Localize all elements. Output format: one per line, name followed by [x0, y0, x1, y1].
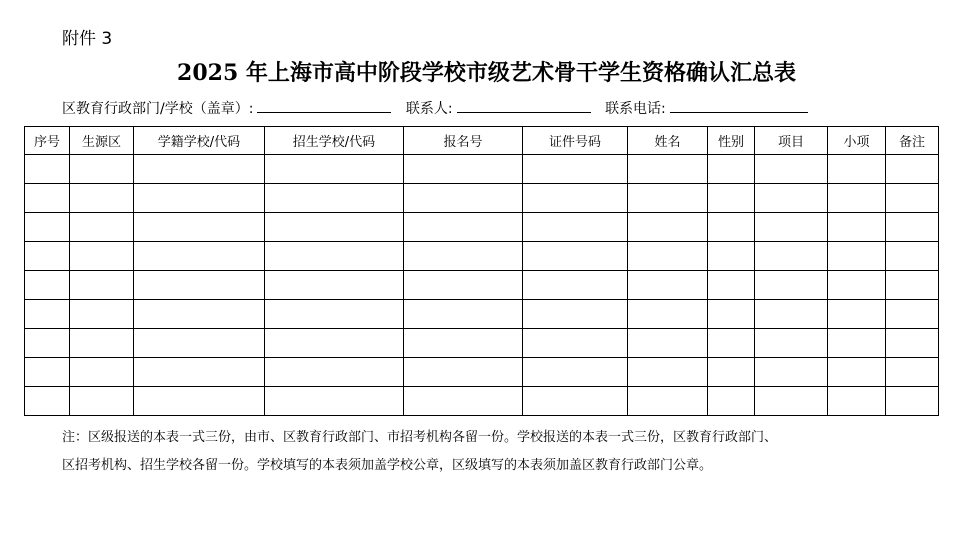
table-cell[interactable] — [708, 271, 755, 300]
table-row — [25, 155, 939, 184]
table-cell[interactable] — [523, 242, 628, 271]
table-cell[interactable] — [134, 300, 265, 329]
table-cell[interactable] — [265, 387, 404, 416]
table-cell[interactable] — [755, 300, 828, 329]
table-cell[interactable] — [886, 358, 939, 387]
table-cell[interactable] — [708, 242, 755, 271]
table-cell[interactable] — [25, 387, 70, 416]
table-cell[interactable] — [134, 329, 265, 358]
table-cell[interactable] — [886, 242, 939, 271]
page-title: 2025 年上海市高中阶段学校市级艺术骨干学生资格确认汇总表 — [177, 60, 796, 86]
table-cell[interactable] — [70, 300, 134, 329]
table-cell[interactable] — [25, 242, 70, 271]
table-cell[interactable] — [134, 213, 265, 242]
table-cell[interactable] — [523, 329, 628, 358]
table-cell[interactable] — [755, 155, 828, 184]
table-cell[interactable] — [886, 387, 939, 416]
col-header-id-number: 证件号码 — [523, 127, 628, 155]
table-cell[interactable] — [70, 271, 134, 300]
table-cell[interactable] — [755, 271, 828, 300]
footnote-line-2: 区招考机构、招生学校各留一份。学校填写的本表须加盖学校公章，区级填写的本表须加盖区教育行政部门公章。 — [62, 458, 713, 473]
col-header-name: 姓名 — [628, 127, 708, 155]
table-row — [25, 387, 939, 416]
table-cell[interactable] — [265, 271, 404, 300]
table-cell[interactable] — [755, 213, 828, 242]
table-cell[interactable] — [70, 213, 134, 242]
dept-blank[interactable] — [257, 98, 391, 113]
table-cell[interactable] — [828, 329, 886, 358]
table-cell[interactable] — [828, 213, 886, 242]
table-cell[interactable] — [404, 300, 523, 329]
contact-label: 联系人: — [405, 101, 453, 117]
table-cell[interactable] — [828, 300, 886, 329]
table-cell[interactable] — [404, 358, 523, 387]
table-header-row — [25, 127, 939, 155]
table-cell[interactable] — [134, 358, 265, 387]
table-cell[interactable] — [404, 329, 523, 358]
info-line — [62, 98, 808, 118]
table-cell[interactable] — [628, 300, 708, 329]
col-header-sub-item: 小项 — [828, 127, 886, 155]
table-row — [25, 184, 939, 213]
table-cell[interactable] — [404, 155, 523, 184]
table-cell[interactable] — [828, 271, 886, 300]
table-cell[interactable] — [70, 329, 134, 358]
table-cell[interactable] — [523, 358, 628, 387]
table-cell[interactable] — [886, 213, 939, 242]
table-cell[interactable] — [708, 155, 755, 184]
table-row — [25, 242, 939, 271]
table-cell[interactable] — [70, 358, 134, 387]
table-cell[interactable] — [404, 271, 523, 300]
col-header-application-number: 报名号 — [404, 127, 523, 155]
table-row — [25, 358, 939, 387]
footnote — [62, 424, 942, 480]
col-header-index: 序号 — [25, 127, 70, 155]
dept-label: 区教育行政部门/学校（盖章）: — [62, 101, 254, 117]
table-cell[interactable] — [265, 184, 404, 213]
table-cell[interactable] — [886, 155, 939, 184]
table-cell[interactable] — [828, 155, 886, 184]
table-cell[interactable] — [523, 184, 628, 213]
table-cell[interactable] — [828, 387, 886, 416]
col-header-project: 项目 — [755, 127, 828, 155]
table-cell[interactable] — [628, 387, 708, 416]
table-cell[interactable] — [628, 184, 708, 213]
col-header-source-district: 生源区 — [70, 127, 134, 155]
table-cell[interactable] — [628, 242, 708, 271]
table-cell[interactable] — [886, 329, 939, 358]
table-cell[interactable] — [134, 271, 265, 300]
table-cell[interactable] — [523, 155, 628, 184]
table-cell[interactable] — [886, 300, 939, 329]
table-cell[interactable] — [25, 300, 70, 329]
table-cell[interactable] — [523, 300, 628, 329]
table-cell[interactable] — [25, 184, 70, 213]
table-row — [25, 213, 939, 242]
table-cell[interactable] — [25, 271, 70, 300]
table-cell[interactable] — [628, 155, 708, 184]
table-cell[interactable] — [70, 155, 134, 184]
table-cell[interactable] — [265, 329, 404, 358]
table-cell[interactable] — [755, 184, 828, 213]
table-cell[interactable] — [25, 358, 70, 387]
table-cell[interactable] — [708, 300, 755, 329]
table-row — [25, 271, 939, 300]
footnote-line-1: 注：区级报送的本表一式三份，由市、区教育行政部门、市招考机构各留一份。学校报送的本表一式三份，区教育行政部门、 — [62, 430, 778, 445]
table-cell[interactable] — [628, 358, 708, 387]
table-cell[interactable] — [134, 242, 265, 271]
table-cell[interactable] — [70, 387, 134, 416]
table-cell[interactable] — [755, 387, 828, 416]
table-body — [25, 155, 939, 416]
table-cell[interactable] — [828, 358, 886, 387]
table-cell[interactable] — [708, 358, 755, 387]
table-cell[interactable] — [523, 213, 628, 242]
table-cell[interactable] — [755, 242, 828, 271]
table-cell[interactable] — [708, 329, 755, 358]
table-cell[interactable] — [628, 329, 708, 358]
table-cell[interactable] — [886, 184, 939, 213]
table-cell[interactable] — [404, 387, 523, 416]
table-cell[interactable] — [265, 358, 404, 387]
table-cell[interactable] — [828, 242, 886, 271]
phone-label: 联系电话: — [605, 101, 666, 117]
table-cell[interactable] — [708, 387, 755, 416]
table-cell[interactable] — [25, 155, 70, 184]
table-cell[interactable] — [404, 184, 523, 213]
table-row — [25, 329, 939, 358]
table-cell[interactable] — [265, 242, 404, 271]
table-cell[interactable] — [755, 358, 828, 387]
table-cell[interactable] — [25, 213, 70, 242]
table-cell[interactable] — [25, 329, 70, 358]
col-header-registered-school: 学籍学校/代码 — [134, 127, 265, 155]
summary-table — [24, 126, 939, 416]
table-cell[interactable] — [708, 213, 755, 242]
table-cell[interactable] — [828, 184, 886, 213]
table-cell[interactable] — [265, 213, 404, 242]
table-cell[interactable] — [628, 213, 708, 242]
table-cell[interactable] — [523, 387, 628, 416]
table-cell[interactable] — [134, 387, 265, 416]
table-cell[interactable] — [70, 184, 134, 213]
table-cell[interactable] — [404, 242, 523, 271]
table-cell[interactable] — [523, 271, 628, 300]
phone-blank[interactable] — [670, 98, 808, 113]
col-header-remarks: 备注 — [886, 127, 939, 155]
table-cell[interactable] — [265, 300, 404, 329]
contact-blank[interactable] — [457, 98, 591, 113]
table-cell[interactable] — [134, 184, 265, 213]
table-cell[interactable] — [628, 271, 708, 300]
table-cell[interactable] — [134, 155, 265, 184]
table-cell[interactable] — [886, 271, 939, 300]
table-row — [25, 300, 939, 329]
col-header-admitting-school: 招生学校/代码 — [265, 127, 404, 155]
table-cell[interactable] — [265, 155, 404, 184]
col-header-gender: 性别 — [708, 127, 755, 155]
attachment-label: 附件 3 — [62, 29, 113, 49]
table-cell[interactable] — [755, 329, 828, 358]
table-cell[interactable] — [708, 184, 755, 213]
table-cell[interactable] — [404, 213, 523, 242]
table-cell[interactable] — [70, 242, 134, 271]
